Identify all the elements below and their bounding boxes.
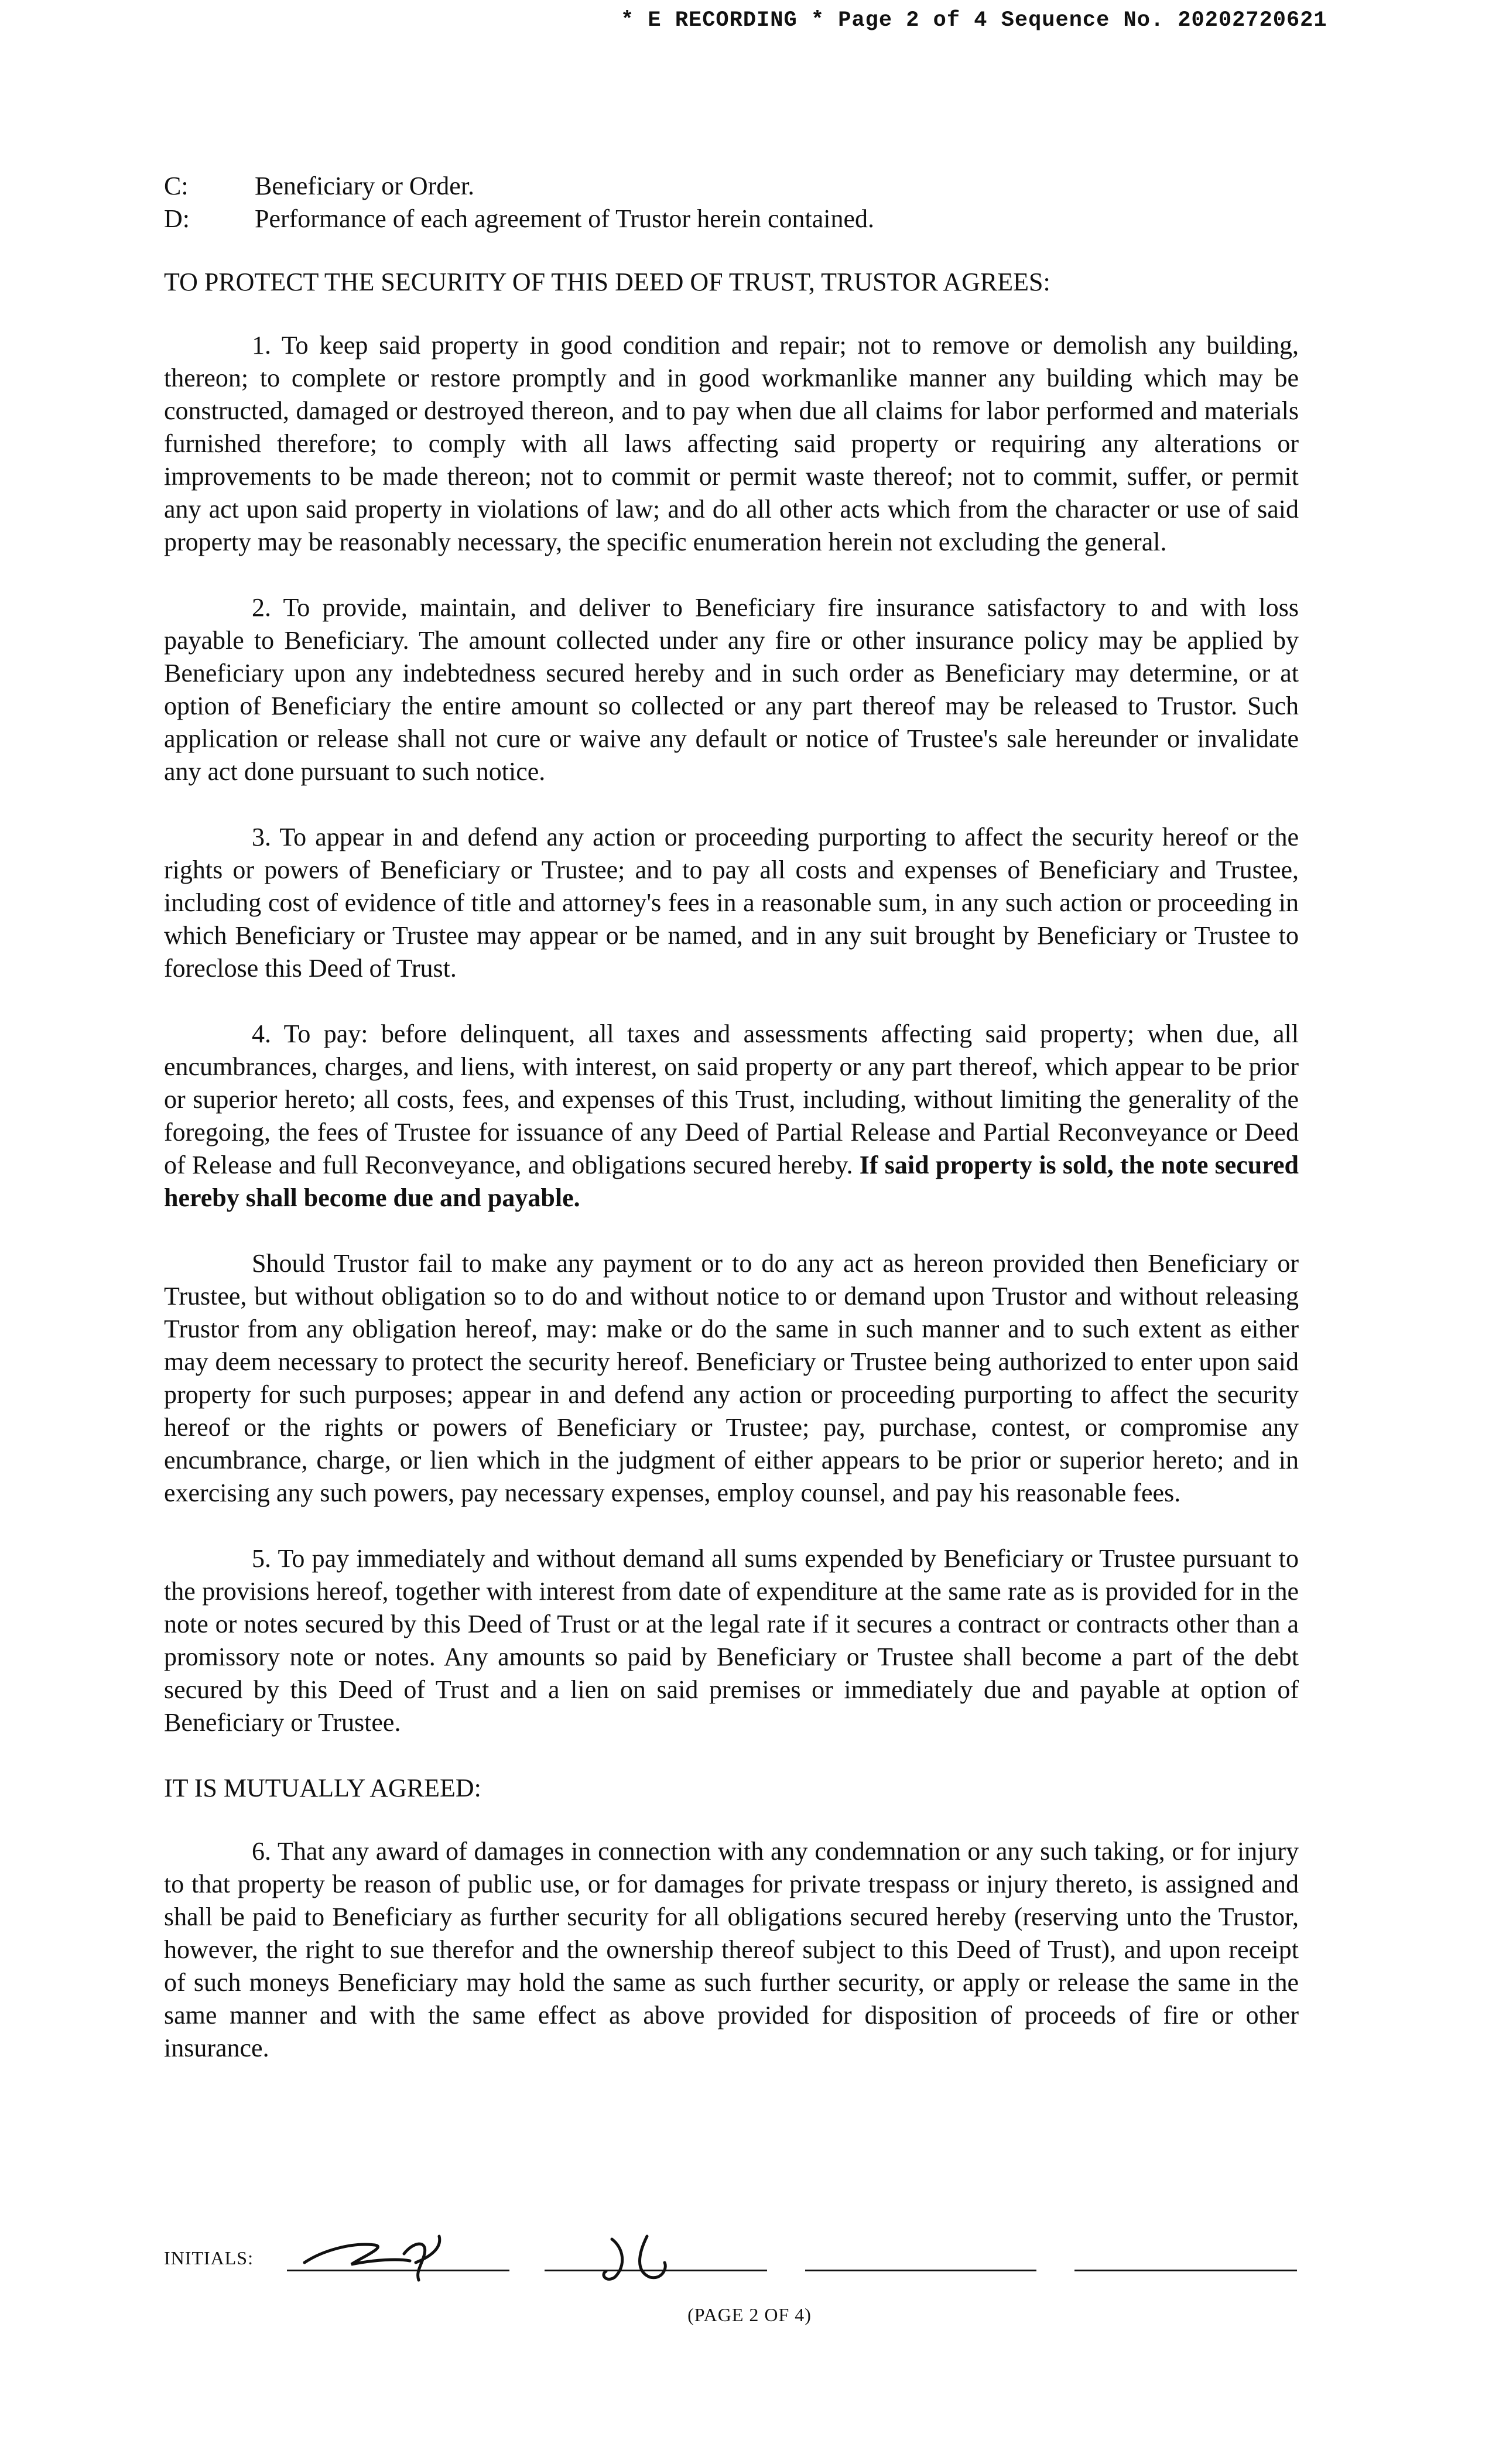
recording-header: * E RECORDING * Page 2 of 4 Sequence No. 20202720621 <box>621 8 1327 33</box>
list-item-text: Performance of each agreement of Trustor herein contained. <box>255 204 875 233</box>
paragraph-3: 3. To appear in and defend any action or proceeding purporting to affect the security hereof or the rights or powers of Beneficiary or Trustee; and to pay all costs and expenses of Beneficiary and Trustee, including cost of evidence of title and attorney's fees in a reasonable sum, in any such action or proceeding in which Beneficiary or Trustee may appear or be named, and in any suit brought by Beneficiary or Trustee to foreclose this Deed of Trust. <box>164 823 1299 983</box>
handwritten-initials-2 <box>580 2230 709 2289</box>
paragraph-1: 1. To keep said property in good condition and repair; not to remove or demolish any building, thereon; to complete or restore promptly and in good workmanlike manner any building which may be constructed, damaged or destroyed thereon, and to pay when due all claims for labor performed and materials furnished therefore; to comply with all laws affecting said property or requiring any alterations or improvements to be made thereon; not to commit or permit waste thereof; not to commit, suffer, or permit any act upon said property in violations of law; and do all other acts which from the character or use of said property may be reasonably necessary, the specific enumeration herein not excluding the general. <box>164 331 1299 556</box>
list-item-key: D: <box>164 204 190 233</box>
list-item-d <box>164 203 1299 235</box>
paragraph-4-bold-clause: If said property is sold, the note secured hereby shall become due and payable. <box>164 1151 1299 1212</box>
section-heading-trustor-agrees: TO PROTECT THE SECURITY OF THIS DEED OF TRUST, TRUSTOR AGREES: <box>164 268 1050 296</box>
initials-line-4 <box>1074 2270 1297 2271</box>
list-item-key: C: <box>164 172 189 200</box>
initials-line-3 <box>805 2270 1036 2271</box>
initials-line-1 <box>287 2270 509 2271</box>
paragraph-should-trustor-fail: Should Trustor fail to make any payment or to do any act as hereon provided then Beneficiary or Trustee, but without obligation so to do and without notice to or demand upon Trustor and without releasing Trustor from any obligation hereof, may: make or do the same in such manner and to such extent as either may deem necessary to protect the security hereof. Beneficiary or Trustee being authorized to enter upon said property for such purposes; appear in and defend any action or proceeding purporting to affect the security hereof or the rights or powers of Beneficiary or Trustee; pay, purchase, contest, or compromise any encumbrance, charge, or lien which in the judgment of either appears to be prior or superior hereto; and in exercising any such powers, pay necessary expenses, employ counsel, and pay his reasonable fees. <box>164 1249 1299 1507</box>
initials-line-2 <box>545 2270 767 2271</box>
handwritten-initials-1 <box>299 2230 474 2283</box>
list-item-text: Beneficiary or Order. <box>255 172 475 200</box>
paragraph-6: 6. That any award of damages in connection with any condemnation or any such taking, or for injury to that property be reason of public use, or for damages for private trespass or injury thereto, is assigned and shall be paid to Beneficiary as further security for all obligations secured hereby (reserving unto the Trustor, however, the right to sue therefor and the ownership thereof subject to this Deed of Trust), and upon receipt of such moneys Beneficiary may hold the same as such further security, or apply or release the same in the same manner and with the same effect as above provided for disposition of proceeds of fire or other insurance. <box>164 1837 1299 2062</box>
document-body <box>164 170 1299 2097</box>
paragraph-4 <box>164 1018 1299 1214</box>
page-footer: (PAGE 2 OF 4) <box>687 2304 812 2325</box>
section-heading-mutually-agreed: IT IS MUTUALLY AGREED: <box>164 1774 481 1802</box>
paragraph-4-text: 4. To pay: before delinquent, all taxes and assessments affecting said property; when due, all encumbrances, charges, and liens, with interest, on said property or any part thereof, which appear to be prior or superior hereto; all costs, fees, and expenses of this Trust, including, without limiting the generality of the foregoing, the fees of Trustee for issuance of any Deed of Partial Release and Partial Reconveyance or Deed of Release and full Reconveyance, and obligations secured hereby. <box>164 1019 1299 1179</box>
initials-row <box>164 2229 1306 2275</box>
list-item-c <box>164 170 1299 203</box>
paragraph-5: 5. To pay immediately and without demand all sums expended by Beneficiary or Trustee pursuant to the provisions hereof, together with interest from date of expenditure at the same rate as is provided for in the note or notes secured by this Deed of Trust or at the legal rate if it secures a contract or contracts other than a promissory note or notes. Any amounts so paid by Beneficiary or Trustee shall become a part of the debt secured by this Deed of Trust and a lien on said premises or immediately due and payable at option of Beneficiary or Trustee. <box>164 1544 1299 1737</box>
paragraph-2: 2. To provide, maintain, and deliver to Beneficiary fire insurance satisfactory to and with loss payable to Beneficiary. The amount collected under any fire or other insurance policy may be applied by Beneficiary upon any indebtedness secured hereby and in such order as Beneficiary may determine, or at option of Beneficiary the entire amount so collected or any part thereof may be released to Trustor. Such application or release shall not cure or waive any default or notice of Trustee's sale hereunder or invalidate any act done pursuant to such notice. <box>164 593 1299 786</box>
initials-label: INITIALS: <box>164 2247 254 2268</box>
